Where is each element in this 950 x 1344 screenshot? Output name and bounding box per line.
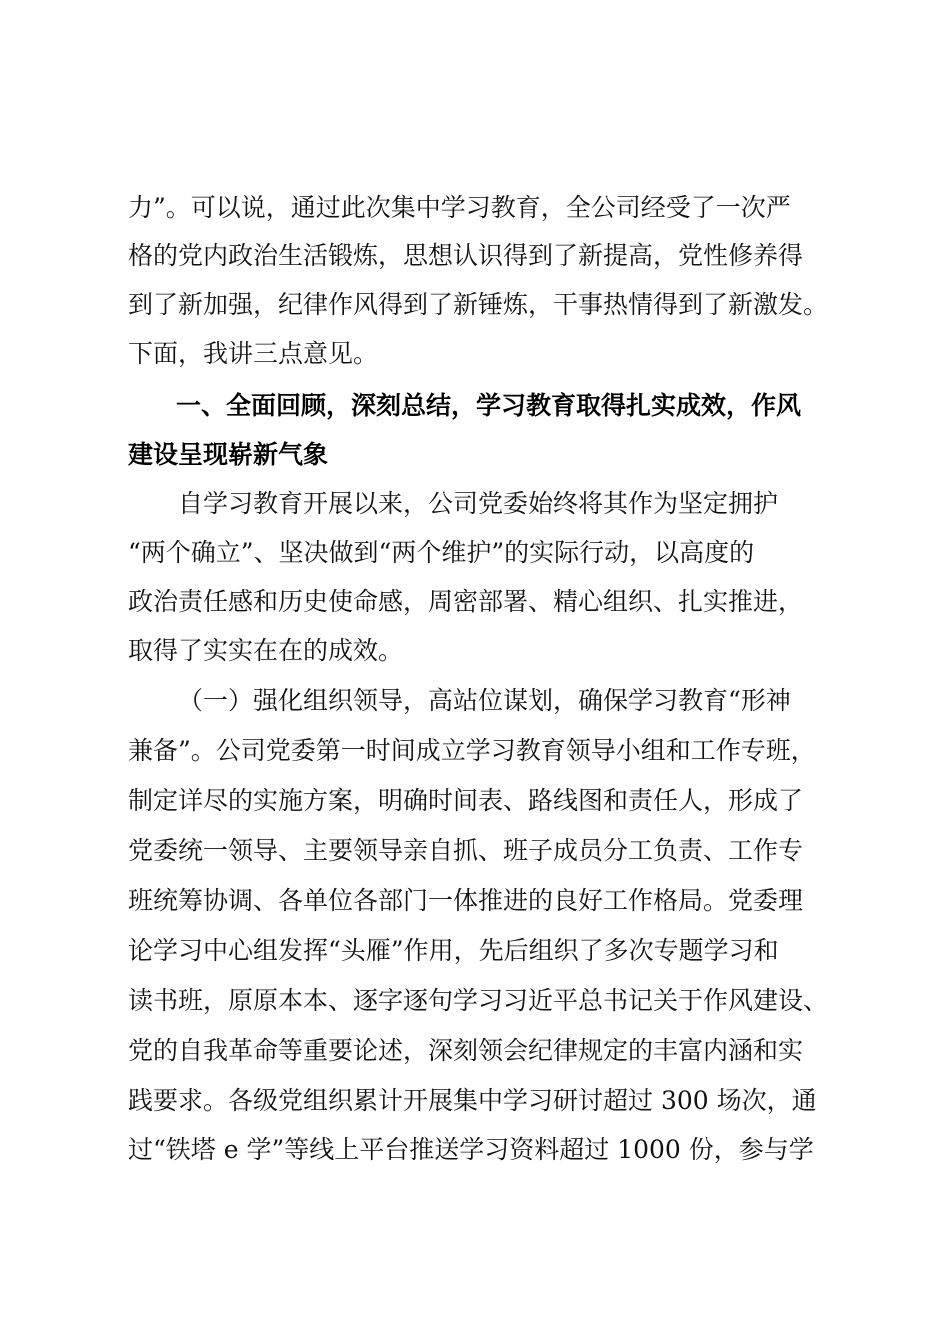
text-line: 兼备”。公司党委第一时间成立学习教育领导小组和工作专班，	[128, 736, 816, 765]
section-heading: 一、全面回顾，深刻总结，学习教育取得扎实成效，作风	[176, 391, 802, 420]
text-line: 党的自我革命等重要论述，深刻领会纪律规定的丰富内涵和实	[128, 1036, 804, 1065]
text-line: 政治责任感和历史使命感，周密部署、精心组织、扎实推进，	[128, 587, 804, 616]
text-line: 格的党内政治生活锻炼，思想认识得到了新提高，党性修养得	[128, 241, 804, 270]
text-line: 过“铁塔 e 学”等线上平台推送学习资料超过 1000 份，参与学	[128, 1135, 814, 1164]
text-line: 论学习中心组发挥“头雁”作用，先后组织了多次专题学习和	[128, 936, 779, 965]
text-line: 到了新加强，纪律作风得到了新锤炼，干事热情得到了新激发。	[128, 290, 829, 319]
section-heading: 建设呈现崭新气象	[128, 440, 329, 469]
text-line: 党委统一领导、主要领导亲自抓、班子成员分工负责、工作专	[128, 836, 804, 865]
text-line: 班统筹协调、各单位各部门一体推进的良好工作格局。党委理	[128, 886, 804, 915]
text-line: “两个确立”、坚决做到“两个维护”的实际行动，以高度的	[128, 538, 755, 567]
text-line: 下面，我讲三点意见。	[128, 339, 379, 368]
text-line: 取得了实实在在的成效。	[128, 636, 404, 665]
text-line: 读书班，原原本本、逐字逐句学习习近平总书记关于作风建设、	[128, 986, 829, 1015]
text-line: 制定详尽的实施方案，明确时间表、路线图和责任人，形成了	[128, 786, 804, 815]
text-line: 践要求。各级党组织累计开展集中学习研讨超过 300 场次，通	[128, 1086, 817, 1115]
subsection-line: （一）强化组织领导，高站位谋划，确保学习教育“形神	[178, 686, 791, 715]
text-line: 自学习教育开展以来，公司党委始终将其作为坚定拥护	[178, 489, 779, 518]
text-line: 力”。可以说，通过此次集中学习教育，全公司经受了一次严	[128, 193, 791, 222]
